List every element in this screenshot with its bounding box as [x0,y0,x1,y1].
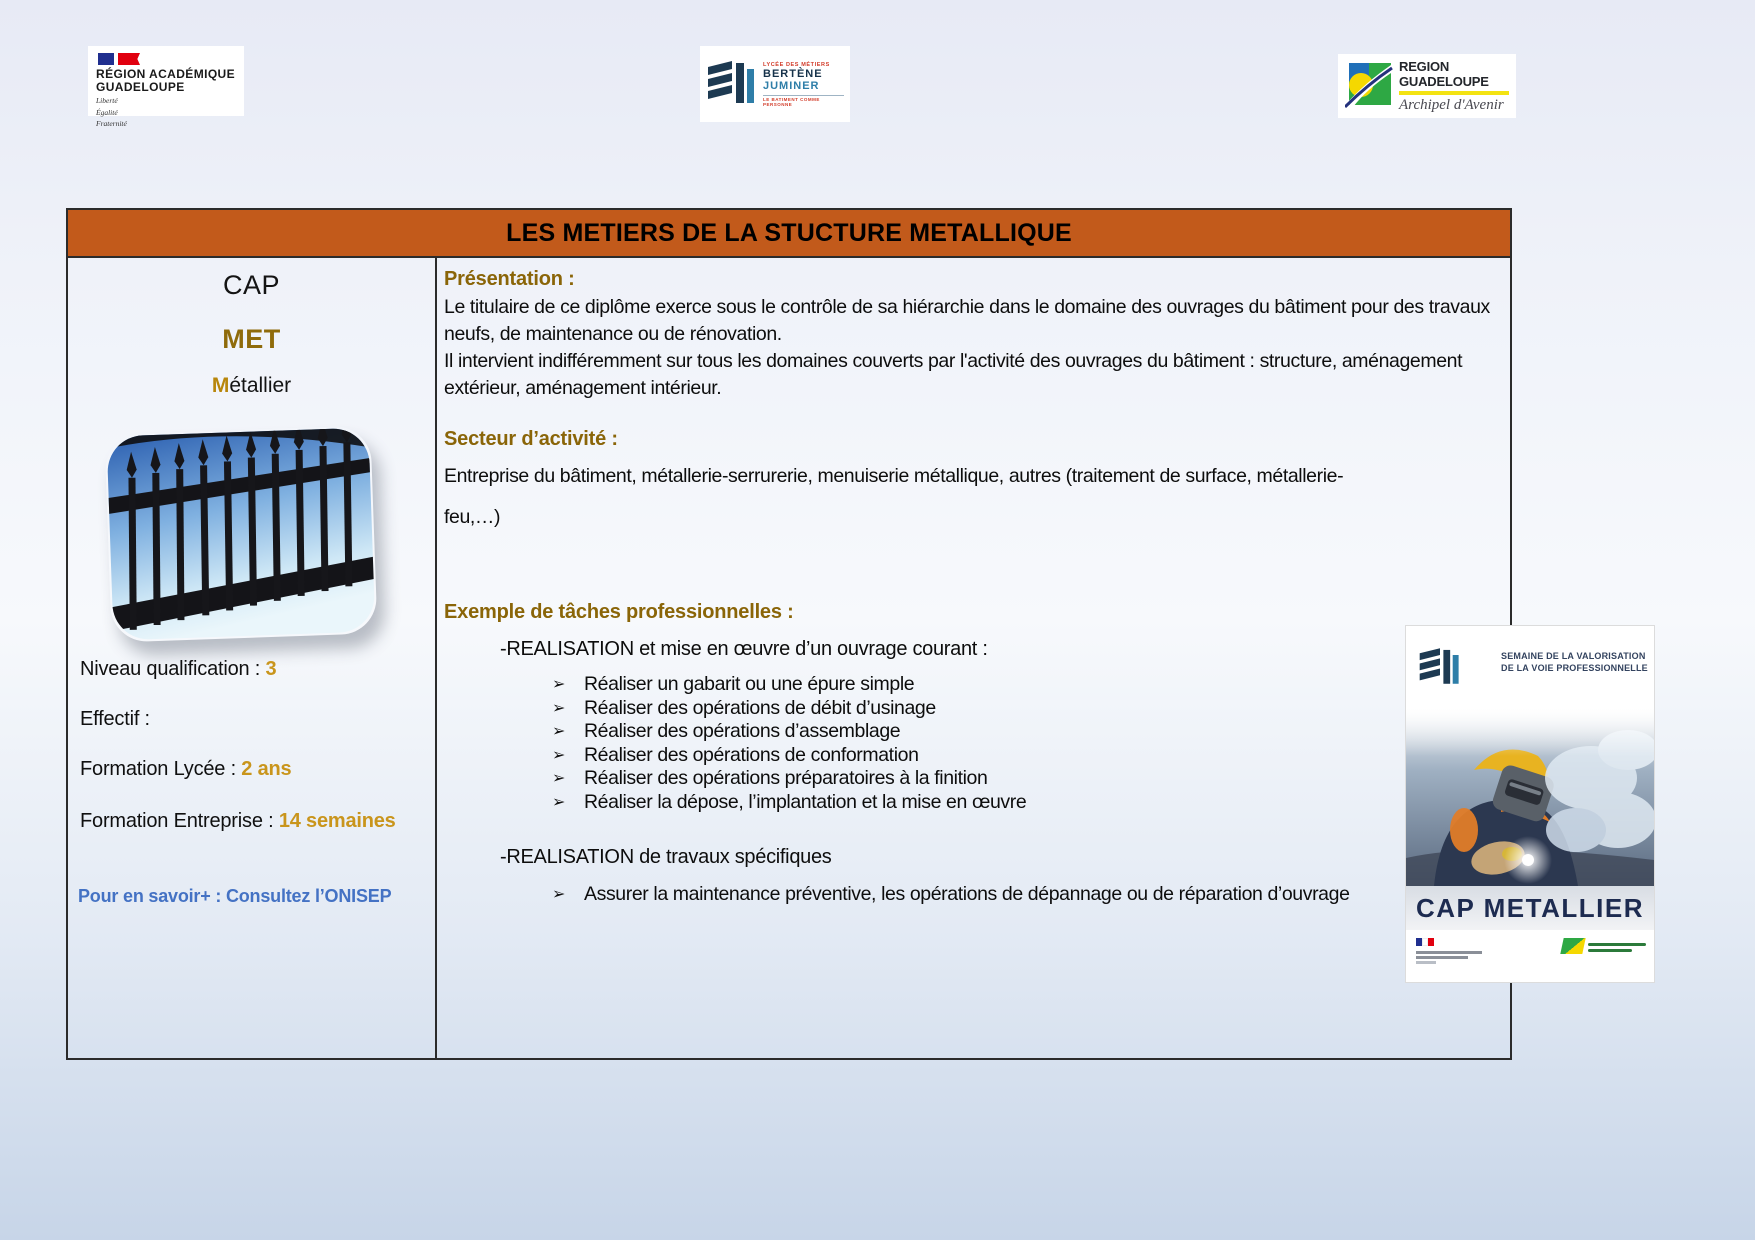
list-item-text: Réaliser un gabarit ou une épure simple [584,673,915,695]
field-formation-entreprise-value: 14 semaines [278,810,396,832]
table-header-band [68,210,1510,258]
taches-list-1 [444,673,1496,814]
arrow-bullet-icon: ➢ [552,699,566,717]
list-item-text: Réaliser des opérations de conformation [584,743,919,766]
poster-footer-text-marks [1416,949,1482,964]
arrow-bullet-icon: ➢ [552,676,566,693]
taches-list-2 [444,883,1496,907]
logo-region-academique [88,46,244,128]
list-item [444,720,1496,744]
list-item [444,883,1496,907]
poster-title: CAP METALLIER [1406,886,1654,930]
region-yellow-bar [1399,91,1509,95]
logo-region-guadeloupe [1338,54,1516,118]
list-item [444,673,1496,697]
presentation-paragraph-1: Le titulaire de ce diplôme exerce sous le contrôle de sa hiérarchie dans le domaine des ouvrages du bâtiment pour des travaux neufs, de maintenance ou de rénovation. [444,296,1490,345]
list-item-text: Réaliser des opérations préparatoires à la finition [584,767,988,789]
lycee-line4: LE BATIMENT COMME PERSONNE [763,95,844,107]
field-effectif-label: Effectif : [80,708,150,730]
poster-banner-text [1501,650,1649,674]
logo-lycee-bertene-juminer [700,46,850,122]
welder-photo [1406,708,1654,886]
flag-red-block [118,53,140,65]
arrow-bullet-icon: ➢ [552,886,566,903]
field-niveau-label: Niveau qualification : [80,658,266,680]
lycee-line2: BERTÈNE [763,67,823,80]
academie-line2: GUADELOUPE [96,80,185,94]
arrow-bullet-icon: ➢ [552,770,566,787]
taches-subheading-1: -REALISATION et mise en œuvre d’un ouvrage courant : [500,638,988,660]
poster-banner-line2: DE LA VOIE PROFESSIONNELLE [1501,663,1648,673]
diploma-code: MET [222,324,281,354]
field-niveau-value: 3 [265,658,277,680]
page-title: LES METIERS DE LA STUCTURE METALLIQUE [506,218,1072,247]
list-item-text: Réaliser la dépose, l’implantation et la mise en œuvre [584,790,1027,813]
poster-footer-region-mark [1562,938,1646,954]
list-item-text: Assurer la maintenance préventive, les opérations de dépannage ou de réparation d’ouvrage [584,883,1350,905]
arrow-bullet-icon: ➢ [552,746,566,764]
poster-building-icon [1418,646,1462,691]
presentation-paragraph-2: Il intervient indifféremment sur tous les domaines couverts par l'activité des ouvrages du bâtiment : structure, aménagement extérieur, aménagement intérieur. [444,350,1463,399]
secteur-line-2: feu,…) [444,506,501,528]
motto-egalite: Égalité [96,107,118,117]
motto-liberte: Liberté [96,96,118,105]
onisep-link[interactable]: Pour en savoir+ : Consultez l’ONISEP [78,886,392,906]
secteur-heading: Secteur d’activité : [444,428,618,450]
lycee-line1: LYCÉE DES MÉTIERS [763,61,830,68]
poster-footer-flag-icon [1416,938,1434,946]
field-formation-entreprise-label: Formation Entreprise : [80,810,279,832]
job-name-initial: M [211,374,230,397]
flag-blue-block [98,53,114,65]
poster-banner-line1: SEMAINE DE LA VALORISATION [1501,651,1646,661]
list-item [444,744,1496,768]
field-formation-lycee [80,758,291,781]
taches-subheading-2: -REALISATION de travaux spécifiques [500,846,832,868]
french-flag-icon [98,53,236,65]
job-name-rest: étallier [229,374,292,397]
field-formation-lycee-label: Formation Lycée : [80,758,242,780]
field-effectif [80,708,150,731]
right-column [437,258,1510,1058]
cap-metallier-poster [1405,625,1655,983]
lycee-line3: JUMINER [763,79,820,92]
job-name [68,374,435,398]
metal-fence-image [104,425,377,642]
arrow-bullet-icon: ➢ [552,793,566,811]
list-item-text: Réaliser des opérations de débit d’usinage [584,696,936,719]
list-item [444,791,1496,815]
diploma-label: CAP [222,270,281,300]
field-formation-lycee-value: 2 ans [241,758,292,780]
field-niveau [80,658,276,681]
list-item [444,767,1496,791]
region-emblem-icon [1345,59,1393,114]
list-item-text: Réaliser des opérations d’assemblage [584,720,901,742]
secteur-line-1: Entreprise du bâtiment, métallerie-serrurerie, menuiserie métallique, autres (traitement de surface, métallerie- [444,465,1344,487]
region-line1: REGION GUADELOUPE [1399,58,1489,89]
academie-line1: RÉGION ACADÉMIQUE [96,67,236,81]
motto-fraternite: Fraternité [96,119,127,128]
poster-footer [1406,930,1654,980]
arrow-bullet-icon: ➢ [552,723,566,740]
left-column [68,258,437,1058]
region-line2: Archipel d'Avenir [1399,96,1504,113]
info-sheet-table [66,208,1512,1060]
list-item [444,697,1496,721]
building-icon [706,57,758,112]
field-formation-entreprise [80,810,396,833]
taches-heading: Exemple de tâches professionnelles : [444,601,794,623]
presentation-heading: Présentation : [444,268,575,290]
